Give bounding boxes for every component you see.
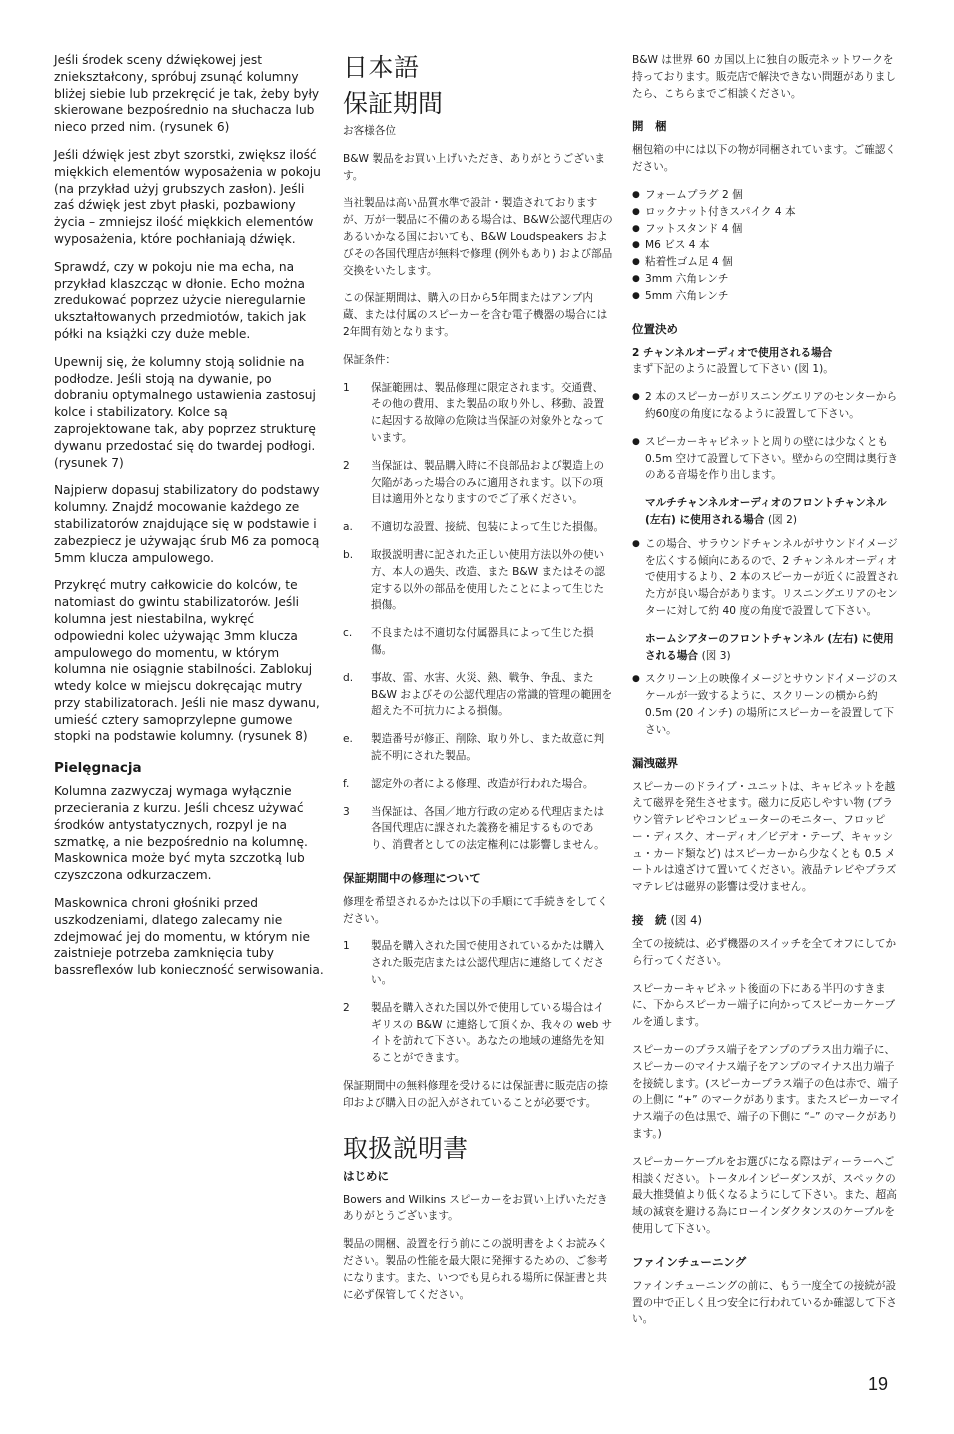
paragraph: B&W は世界 60 カ国以上に独自の販売ネットワークを持っております。販売店で解決できない問題がありましたら、こちらまでご相談ください。 [632, 54, 896, 100]
bullet-icon: ● [632, 290, 640, 301]
paragraph: Przykręć mutry całkowicie do kolców, te natomiast do gwintu stabilizatorów. Jeśli kolumna jest niestabilna, wykręć odpowiedni kolec używając 3mm klucza ampulowego do momentu, w którym kolumna nie osiągnie stabilności. Zablokuj wtedy kolce w miejscu dokręcając mutry przy stabilizatorach. Jeśli nie masz dywanu, umieść cztery samoprzylepne gumowe stopki na podstawie kolumny. (rysunek 8) [54, 578, 320, 744]
figure-ref: (図 2) [768, 513, 797, 526]
polish-column [54, 52, 324, 990]
language-title: 日本語 [343, 53, 420, 82]
fine-tuning-heading: ファインチューニング [632, 1254, 747, 1269]
paragraph: B&W 製品をお買い上げいただき、ありがとうございます。 [343, 152, 606, 182]
paragraph: 製品の開梱、設置を行う前にこの説明書をよくお読みください。製品の性能を最大限に発揮するための、ご参考になります。また、いつでも見られる場所に保証書と共に必ず保管してください。 [343, 1238, 608, 1301]
connection-heading [632, 912, 902, 928]
bullet-icon: ● [632, 257, 640, 268]
paragraph: スピーカーのプラス端子をアンプのプラス出力端子に、スピーカーのマイナス端子をアンプのマイナス出力端子を接続します。(スピーカープラス端子の色は赤で、端子の上側に “+” のマークがあります。またスピーカーマイナス端子の色は黒で、端子の下側に “–” のマークがあります。) [632, 1044, 901, 1141]
item-text: 保証範囲は、製品修理に限定されます。交通費、その他の費用、また製品の取り外し、移動、設置に起因する故障の危険は当保証の対象外となっています。 [371, 381, 605, 444]
repair-heading: 保証期間中の修理について [343, 870, 481, 885]
warranty-title: 保証期間 [343, 89, 444, 118]
warranty-conditions-list [343, 380, 613, 854]
list-item [343, 380, 613, 447]
item-text: 粘着性ゴム足 4 個 [645, 256, 733, 269]
item-text: M6 ビス 4 本 [645, 239, 710, 252]
paragraph: Upewnij się, że kolumny stoją solidnie na podłodze. Jeśli stoją na dywanie, po dobraniu optymalnego ustawienia zastosuj kolce i stabilizatory. Kolce są zaprojektowane tak, aby poprzez strukturę dywanu przedostać się do twardej podłogi. (rysunek 7) [54, 354, 316, 470]
paragraph: この保証期間は、購入の日から5年間またはアンプ内蔵、または付属のスピーカーを含む電子機器の場合には2年間有効となります。 [343, 292, 608, 338]
list-item [343, 731, 613, 765]
item-text: 当保証は、各国／地方行政の定める代理店または各国代理店に課された義務を補足するものであり、消費者としての法定権利には影響しません。 [371, 805, 605, 852]
item-text: 不良または不適切な付属器具によって生じた損傷。 [371, 627, 594, 656]
item-text: スクリーン上の映像イメージとサウンドイメージのスケールが一致するように、スクリーンの横から約 0.5m (20 インチ) の場所にスピーカーを設置して下さい。 [645, 673, 898, 736]
item-text: フォームプラグ 2 個 [645, 188, 743, 201]
list-item [343, 458, 613, 508]
figure-ref: (図 4) [670, 913, 702, 928]
item-text: スピーカーキャビネットと周りの壁には少なくとも 0.5m 空けて設置して下さい。壁からの空間は奥行きのある音場を作り出します。 [645, 435, 899, 482]
item-text: 不適切な設置、接続、包装によって生じた損傷。 [371, 521, 605, 534]
intro-heading: はじめに [343, 1168, 389, 1183]
list-item [632, 671, 902, 738]
bullet-icon: ● [632, 240, 640, 251]
list-item [632, 389, 902, 423]
list-item [343, 519, 613, 536]
item-number: d. [343, 671, 354, 684]
list-item [632, 204, 902, 221]
paragraph: スピーカーケーブルをお選びになる際はディーラーへご相談ください。トータルインピーダンスが、スペックの最大推奨値より低くなるようにして下さい。また、超高域の減衰を避ける為にローインダクタンスのケーブルを使用して下さい。 [632, 1155, 897, 1236]
bullet-icon: ● [632, 273, 640, 284]
item-text: 事故、雷、水害、火災、熱、戦争、争乱、また B&W およびその公認代理店の常識的管理の範囲を超えた不可抗力による損傷。 [371, 671, 613, 718]
home-theater-heading [645, 631, 902, 665]
multichannel-heading [645, 495, 902, 529]
list-item [632, 434, 902, 484]
paragraph: スピーカーのドライブ・ユニットは、キャビネットを越えて磁界を発生させます。磁力に反応しやすい物 (ブラウン管テレビやコンピューターのモニター、フロッピー・ディスク、オーディオ／ビデオ・テープ、キャッシュ・カード類など) はスピーカーから少なくとも 0.5 メートルは遠ざけて置いてください。液晶テレビやプラズマテレビは磁界の影響は受けません。 [632, 780, 897, 894]
item-text: 取扱説明書に記された正しい使用方法以外の使い方、本人の過失、改造、また B&W またはその認定する以外の部品を使用したことによって生じた損傷。 [371, 548, 606, 612]
heading-text: 接 続 [632, 913, 667, 928]
paragraph: Bowers and Wilkins スピーカーをお買い上げいただきありがとうございます。 [343, 1193, 608, 1223]
list-item [343, 670, 613, 720]
list-item [632, 237, 902, 254]
paragraph: ファインチューニングの前に、もう一度全ての接続が設置の中で正しく且つ安全に行われているか確認して下さい。 [632, 1279, 897, 1326]
paragraph: 当社製品は高い品質水準で設計・製造されておりますが、万が一製品に不備のある場合は、B&W公認代理店のあるいかなる国においても、B&W Loudspeakers およびその各国代理店が無料で修理 (例外もあり) および部品交換をいたします。 [343, 197, 613, 277]
bullet-icon: ● [632, 206, 640, 217]
list-item [632, 221, 902, 238]
bullet-icon: ● [632, 223, 640, 234]
item-number: a. [343, 521, 353, 534]
unpack-items-list [632, 187, 902, 305]
position-heading: 位置決め [632, 321, 678, 336]
item-text: 当保証は、製品購入時に不良部品および製造上の欠陥があった場合のみに適用されます。以下の項目は適用外となりますのでご了承ください。 [371, 459, 605, 506]
list-item [343, 1000, 613, 1067]
paragraph: Najpierw dopasuj stabilizatory do podstawy kolumny. Znajdź mocowanie każdego ze stabilizatorów znajdujące się w podstawie i zabezpiecz je używając śrub M6 za pomocą 5mm klucza ampulowego. [54, 483, 320, 565]
list-item [632, 254, 902, 271]
japanese-manual-column [632, 52, 902, 1339]
manual-title: 取扱説明書 [343, 1133, 469, 1163]
unpack-heading: 開 梱 [632, 119, 667, 134]
item-text: ロックナット付きスパイク 4 本 [645, 205, 796, 218]
bullet-icon: ● [632, 674, 640, 685]
item-number: f. [343, 777, 350, 790]
item-text: 3mm 六角レンチ [645, 272, 729, 285]
paragraph: Maskownica chroni głośniki przed uszkodzeniami, dlatego zalecamy nie zdejmować jej do momentu, w którym nie zaistnieje potrzeba zamknięcia tuby bassreflexów lub konieczność serwisowania. [54, 896, 324, 978]
paragraph: スピーカーキャビネット後面の下にある半円のすきまに、下からスピーカー端子に向かってスピーカーケーブルを通します。 [632, 982, 896, 1029]
list-item [343, 804, 613, 854]
item-number: 1 [343, 940, 350, 953]
magnetic-field-heading: 漏洩磁界 [632, 755, 678, 770]
paragraph: 保証条件： [343, 353, 396, 366]
heading-text: マルチチャンネルオーディオのフロントチャンネル (左右) に使用される場合 [645, 497, 887, 526]
list-item [343, 776, 613, 793]
figure-ref: (図 3) [701, 649, 731, 662]
item-text: 製品を購入された国で使用されているかたは購入された販売店または公認代理店に連絡してください。 [371, 940, 605, 987]
paragraph: 全ての接続は、必ず機器のスイッチを全てオフにしてから行ってください。 [632, 938, 897, 967]
heading-text: ホームシアターのフロントチャンネル (左右) に使用される場合 [645, 632, 894, 662]
item-number: 2 [343, 1001, 350, 1014]
paragraph: 保証期間中の無料修理を受けるには保証書に販売店の捺印および購入日の記入がされていることが必要です。 [343, 1080, 608, 1109]
page-number: 19 [868, 1374, 889, 1394]
item-text: 認定外の者による修理、改造が行われた場合。 [371, 777, 594, 790]
paragraph: Sprawdź, czy w pokoju nie ma echa, na przykład klaszcząc w dłonie. Echo można zredukować poprzez użycie nieregularnie ukształtowanych przedmiotów, takich jak półki na książki czy duże meble. [54, 259, 307, 341]
care-heading: Pielęgnacja [54, 760, 142, 777]
paragraph: お客様各位 [343, 125, 396, 137]
two-channel-heading: 2 チャンネルオーディオで使用される場合 [632, 346, 833, 359]
list-item [343, 625, 613, 659]
list-item [632, 536, 902, 620]
list-item [343, 547, 613, 614]
item-text: この場合、サラウンドチャンネルがサウンドイメージを広くする傾向にあるので、2 チャンネルオーディオで使用するより、2 本のスピーカーが近くに設置された方が良い場合があります。リスニングエリアのセンターに対して約 40 度の角度で設置して下さい。 [645, 537, 899, 617]
item-text: 製品を購入された国以外で使用している場合はイギリスの B&W に連絡して頂くか、我々の web サイトを訪れて下さい。あなたの地域の連絡先を知ることができます。 [371, 1001, 613, 1065]
bullet-icon: ● [632, 392, 640, 403]
item-number: 1 [343, 381, 350, 394]
paragraph: Jeśli środek sceny dźwiękowej jest zniekształcony, spróbuj zsunąć kolumny bliżej siebie lub przekręcić je tak, żeby były skierowane bezpośrednio na słuchacza lub nieco przed nim. (rysunek 6) [54, 53, 320, 135]
bullet-icon: ● [632, 436, 640, 447]
paragraph: Jeśli dźwięk jest zbyt szorstki, zwiększ ilość miękkich elementów wyposażenia w pokoju (na przykład użyj grubszych zasłon). Jeśli zaś dźwięk jest zbyt płaski, pozbawiony życia – zmniejsz ilość miękkich elementów wyposażenia, które pochłaniają dźwięk. [54, 147, 321, 246]
item-number: b. [343, 548, 354, 561]
item-text: 製造番号が修正、削除、取り外し、また故意に判読不明にされた製品。 [371, 733, 605, 762]
japanese-warranty-column [343, 53, 613, 1314]
bullet-icon: ● [632, 538, 640, 549]
list-item [343, 938, 613, 988]
paragraph: まず下記のように設置して下さい (図 1)。 [632, 363, 834, 376]
list-item [632, 271, 902, 288]
item-text: 2 本のスピーカーがリスニングエリアのセンターから約60度の角度になるように設置して下さい。 [645, 391, 898, 420]
item-number: 3 [343, 805, 350, 818]
item-number: 2 [343, 459, 350, 472]
item-text: フットスタンド 4 個 [645, 222, 743, 235]
paragraph: Kolumna zazwyczaj wymaga wyłącznie przecierania z kurzu. Jeśli chcesz używać środków antystatycznych, rozpyl je na szmatkę, a nie bezpośrednio na kolumnę. Maskownica może być myta szczotką lub czyszczona odkurzaczem. [54, 784, 308, 883]
item-text: 5mm 六角レンチ [645, 289, 729, 302]
bullet-icon: ● [632, 189, 640, 200]
list-item [632, 187, 902, 204]
paragraph: 修理を希望されるかたは以下の手順にて手続きをしてください。 [343, 895, 608, 925]
item-number: c. [343, 627, 353, 640]
item-number: e. [343, 733, 353, 746]
list-item [632, 288, 902, 305]
paragraph: 梱包箱の中には以下の物が同梱されています。ご確認ください。 [632, 144, 896, 174]
